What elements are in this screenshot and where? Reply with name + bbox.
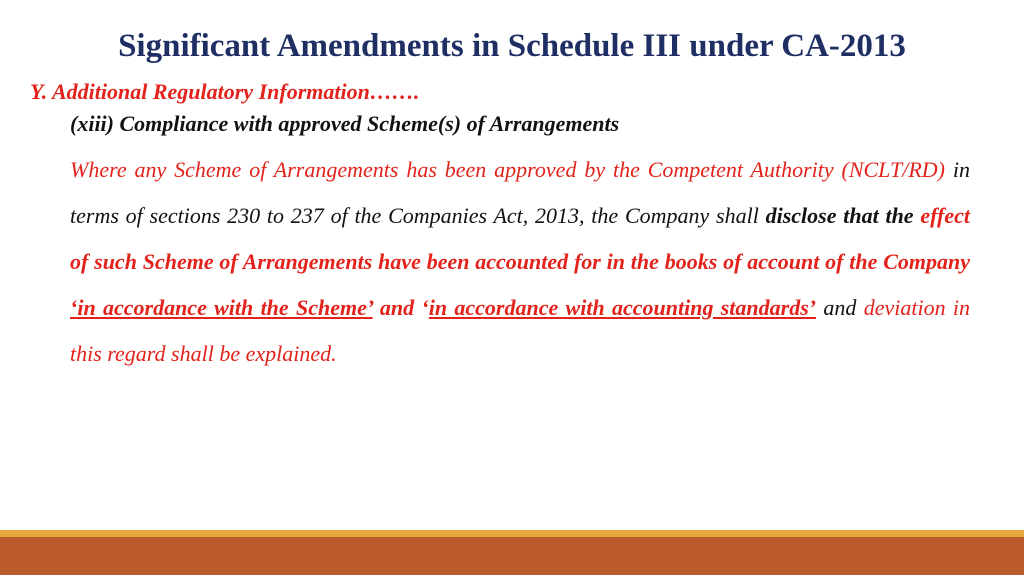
paragraph-segment-per-scheme: ‘in accordance with the Scheme’: [70, 295, 373, 320]
body-paragraph: [70, 147, 970, 377]
footer-bar: [0, 537, 1024, 575]
paragraph-segment-and: and: [816, 295, 864, 320]
paragraph-segment-and-quote: and ‘: [372, 295, 429, 320]
footer-stripe: [0, 530, 1024, 537]
section-heading: Y. Additional Regulatory Information…….: [30, 79, 420, 104]
paragraph-segment-disclose: disclose that the: [765, 203, 914, 228]
paragraph-segment-scheme-approval: Where any Scheme of Arrangements has been approved by the Competent Authority (NCLT/RD): [70, 157, 945, 182]
paragraph-segment-sections: in terms of sections 230 to 237 of the Companies Act, 2013, the Company shall: [70, 157, 970, 228]
paragraph-segment-effect: effect of such Scheme of Arrangements have been accounted for in the books of account of the Company: [70, 203, 971, 274]
paragraph-segment-per-standards: in accordance with accounting standards’: [428, 295, 817, 320]
slide-title: Significant Amendments in Schedule III under CA-2013: [118, 28, 906, 64]
paragraph-segment-deviation: deviation in this regard shall be explained.: [70, 295, 971, 366]
subheading: (xiii) Compliance with approved Scheme(s) of Arrangements: [70, 111, 620, 136]
